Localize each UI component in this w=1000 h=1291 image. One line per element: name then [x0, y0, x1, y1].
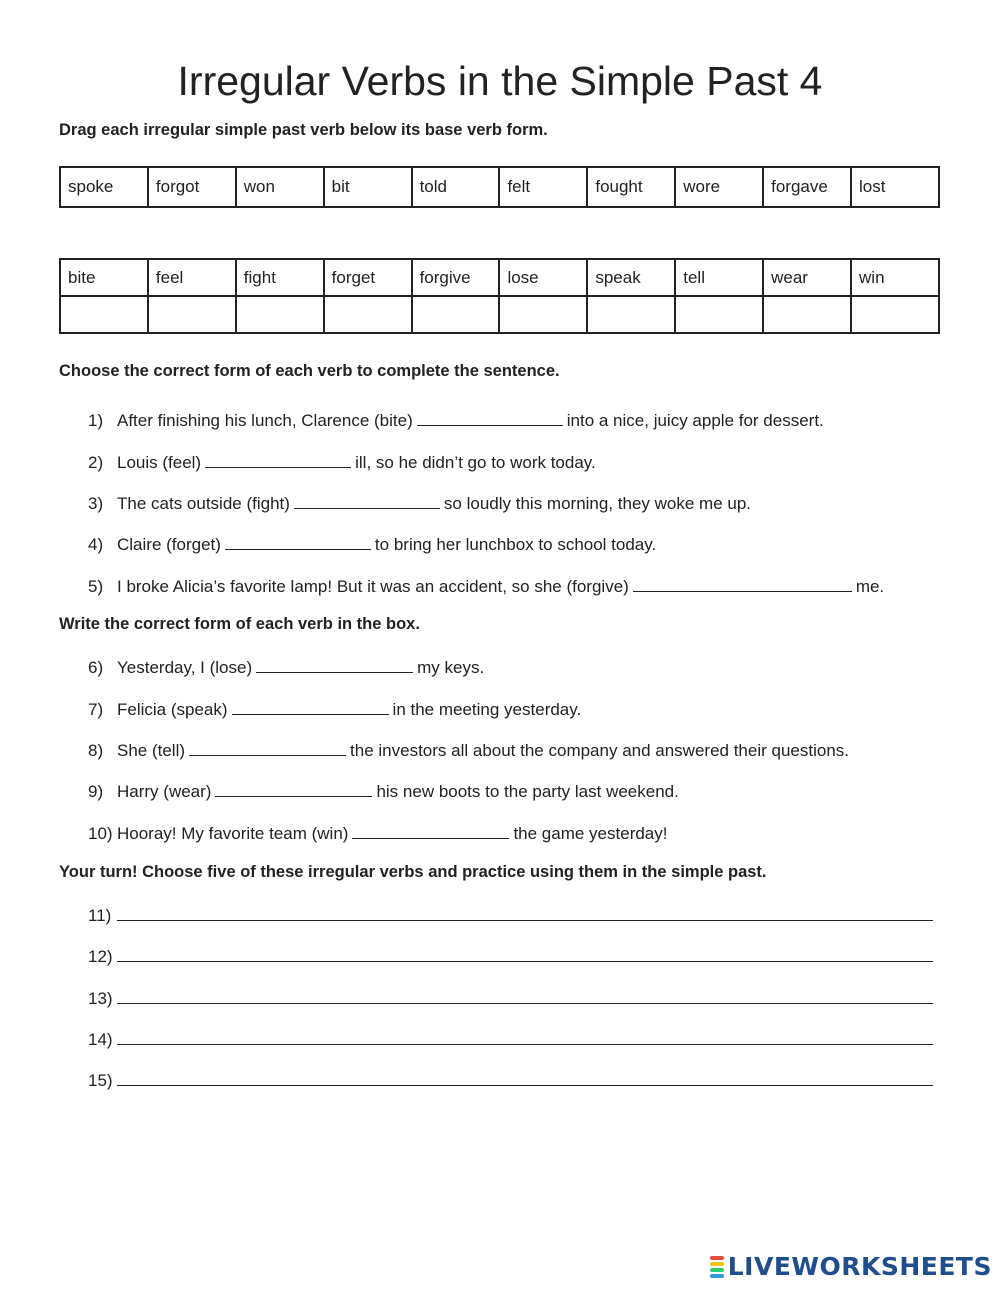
answer-select[interactable] [417, 409, 563, 426]
practice-line-14 [88, 1028, 933, 1050]
practice-line-11 [88, 904, 933, 926]
item-number: 11) [88, 906, 112, 925]
base-form-label: fight [236, 259, 324, 296]
drop-zone[interactable] [412, 296, 500, 333]
drop-zone[interactable] [148, 296, 236, 333]
word-bank-item[interactable]: won [236, 167, 324, 207]
item-number: 5) [88, 577, 104, 596]
base-form-label: lose [499, 259, 587, 296]
item-text-after: me. [855, 577, 885, 596]
item-number: 12) [88, 947, 113, 966]
word-bank-item[interactable]: told [412, 167, 500, 207]
your-turn-instruction: Your turn! Choose five of these irregular verbs and practice using them in the simple past. [59, 863, 767, 881]
practice-line-13 [88, 987, 933, 1009]
exercise-item-5 [88, 575, 948, 597]
item-number: 8) [88, 741, 104, 760]
item-text-before: Louis (feel) [117, 453, 202, 472]
answer-select[interactable] [294, 492, 440, 509]
base-form-label: speak [587, 259, 675, 296]
drop-zone[interactable] [324, 296, 412, 333]
drop-zone[interactable] [587, 296, 675, 333]
word-bank-item[interactable]: wore [675, 167, 763, 207]
item-text-before: Claire (forget) [117, 535, 221, 554]
word-bank-table [59, 166, 940, 208]
base-form-label: bite [60, 259, 148, 296]
exercise-item-4 [88, 533, 948, 555]
base-form-label: wear [763, 259, 851, 296]
base-form-label: feel [148, 259, 236, 296]
item-text-after: so loudly this morning, they woke me up. [443, 494, 752, 513]
answer-select[interactable] [205, 451, 351, 468]
base-form-label: win [851, 259, 939, 296]
drop-zone[interactable] [675, 296, 763, 333]
word-bank-item[interactable]: forgave [763, 167, 851, 207]
item-text-before: The cats outside (fight) [117, 494, 290, 513]
practice-line-15 [88, 1069, 933, 1091]
word-bank-item[interactable]: forgot [148, 167, 236, 207]
item-number: 15) [88, 1071, 113, 1090]
item-text-after: into a nice, juicy apple for dessert. [566, 411, 824, 430]
item-number: 14) [88, 1030, 113, 1049]
drop-zone[interactable] [236, 296, 324, 333]
word-bank-item[interactable]: lost [851, 167, 939, 207]
answer-input[interactable] [352, 822, 509, 839]
base-form-label: forget [324, 259, 412, 296]
item-text-before: Yesterday, I (lose) [117, 658, 253, 677]
logo-text: LIVEWORKSHEETS [727, 1252, 992, 1281]
item-number: 6) [88, 658, 104, 677]
practice-input[interactable] [117, 1028, 933, 1045]
practice-input[interactable] [117, 987, 933, 1004]
item-number: 10) [88, 824, 113, 843]
practice-input[interactable] [117, 1069, 933, 1086]
practice-input[interactable] [117, 945, 933, 962]
exercise-item-9 [88, 780, 948, 802]
answer-select[interactable] [633, 575, 852, 592]
item-text-after: to bring her lunchbox to school today. [374, 535, 657, 554]
exercise-item-10 [88, 822, 948, 844]
exercise-item-1 [88, 409, 948, 431]
base-form-label: tell [675, 259, 763, 296]
drop-zone[interactable] [499, 296, 587, 333]
answer-select[interactable] [225, 533, 371, 550]
item-number: 2) [88, 453, 104, 472]
drag-instruction: Drag each irregular simple past verb below its base verb form. [59, 121, 548, 139]
word-bank-item[interactable]: felt [499, 167, 587, 207]
drop-zone[interactable] [763, 296, 851, 333]
write-instruction: Write the correct form of each verb in the box. [59, 615, 420, 633]
item-text-after: the investors all about the company and answered their questions. [350, 741, 849, 760]
base-form-label: forgive [412, 259, 500, 296]
word-bank-item[interactable]: fought [587, 167, 675, 207]
item-text-before: She (tell) [117, 741, 186, 760]
answer-input[interactable] [189, 739, 346, 756]
item-text-before: Hooray! My favorite team (win) [117, 824, 349, 843]
item-number: 1) [88, 411, 104, 430]
base-form-table [59, 258, 940, 334]
item-number: 4) [88, 535, 104, 554]
liveworksheets-logo[interactable] [710, 1252, 992, 1281]
item-number: 9) [88, 782, 104, 801]
word-bank-item[interactable]: spoke [60, 167, 148, 207]
exercise-item-6 [88, 656, 948, 678]
item-text-after: the game yesterday! [513, 824, 668, 843]
logo-blocks-icon [710, 1255, 724, 1279]
item-text-before: Felicia (speak) [117, 700, 228, 719]
item-number: 7) [88, 700, 104, 719]
exercise-item-2 [88, 451, 948, 473]
drop-zone[interactable] [851, 296, 939, 333]
choose-instruction: Choose the correct form of each verb to complete the sentence. [59, 362, 560, 380]
word-bank-item[interactable]: bit [324, 167, 412, 207]
page-title: Irregular Verbs in the Simple Past 4 [177, 58, 823, 104]
practice-input[interactable] [117, 904, 933, 921]
item-text-before: After finishing his lunch, Clarence (bite) [117, 411, 413, 430]
practice-line-12 [88, 945, 933, 967]
item-text-before: Harry (wear) [117, 782, 212, 801]
drop-zone[interactable] [60, 296, 148, 333]
answer-input[interactable] [256, 656, 413, 673]
item-text-after: his new boots to the party last weekend. [376, 782, 679, 801]
answer-input[interactable] [215, 780, 372, 797]
item-text-after: in the meeting yesterday. [392, 700, 582, 719]
item-number: 13) [88, 989, 113, 1008]
exercise-item-3 [88, 492, 948, 514]
answer-input[interactable] [232, 698, 389, 715]
item-text-after: my keys. [417, 658, 485, 677]
item-number: 3) [88, 494, 104, 513]
item-text-after: ill, so he didn’t go to work today. [355, 453, 596, 472]
item-text-before: I broke Alicia’s favorite lamp! But it was an accident, so she (forgive) [117, 577, 629, 596]
exercise-item-7 [88, 698, 948, 720]
exercise-item-8 [88, 739, 948, 761]
